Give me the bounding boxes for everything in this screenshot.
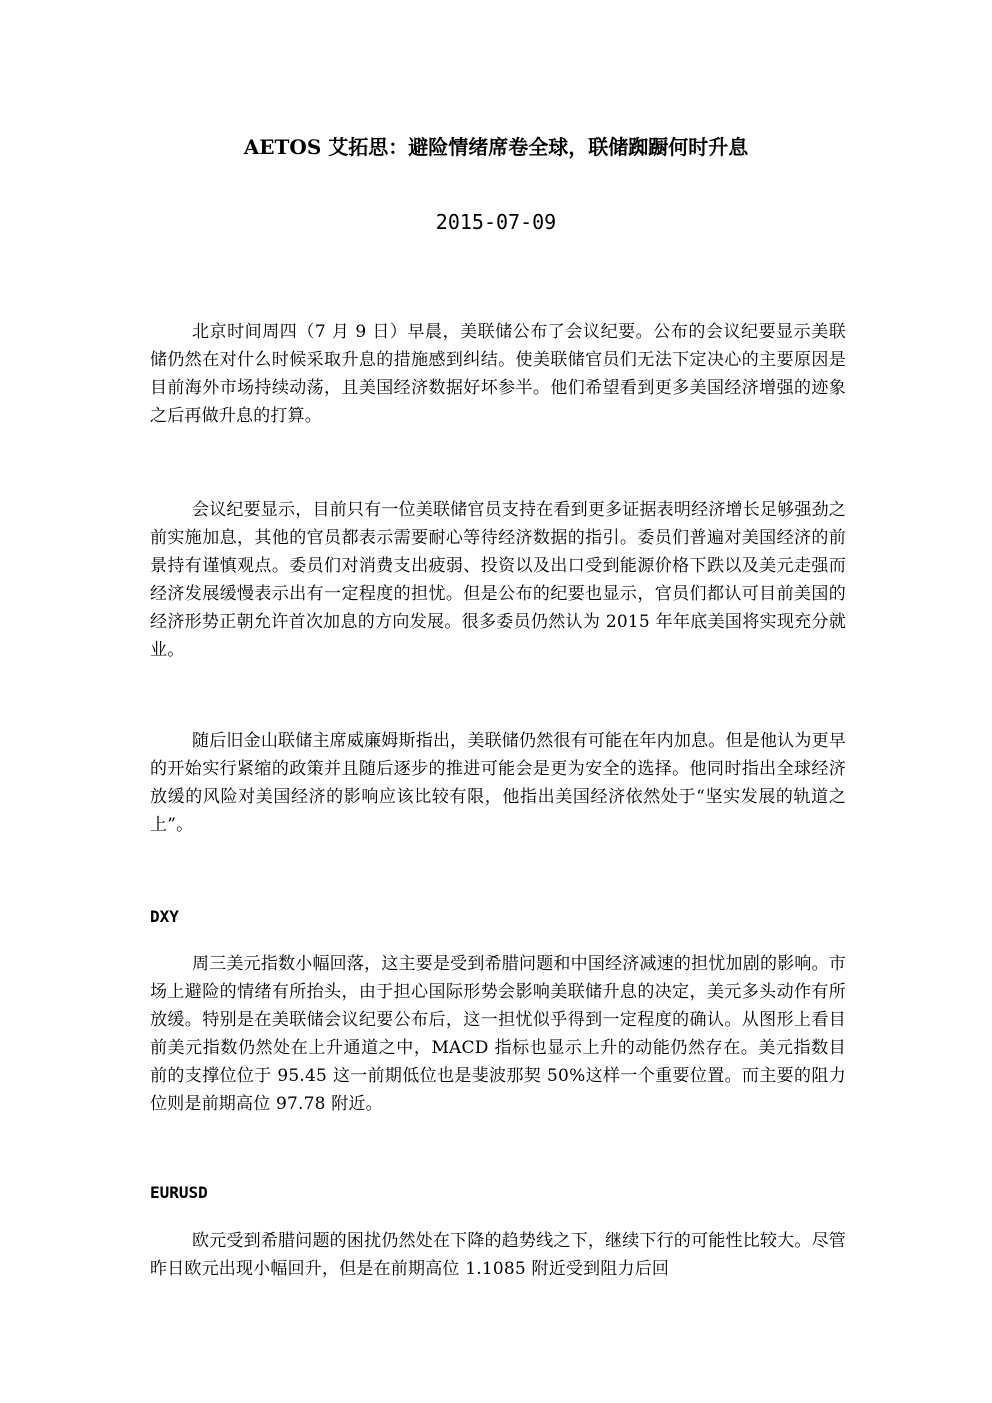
paragraph-williams-comments: 随后旧金山联储主席威廉姆斯指出，美联储仍然很有可能在年内加息。但是他认为更早的开始实行紧缩的政策并且随后逐步的推进可能会是更为安全的选择。他同时指出全球经济放缓的风险对美国经济的影响应该比较有限，他指出美国经济依然处于“坚实发展的轨道之上”。 xyxy=(150,731,846,835)
paragraph-eurusd-analysis: 欧元受到希腊问题的困扰仍然处在下降的趋势线之下，继续下行的可能性比较大。尽管昨日欧元出现小幅回升，但是在前期高位 1.1085 附近受到阻力后回 xyxy=(150,1231,846,1279)
section-heading-dxy: DXY xyxy=(150,907,179,926)
paragraph-dxy-analysis: 周三美元指数小幅回落，这主要是受到希腊问题和中国经济减速的担忧加剧的影响。市场上避险的情绪有所抬头，由于担心国际形势会影响美联储升息的决定，美元多头动作有所放缓。特别是在美联储会议纪要公布后，这一担忧似乎得到一定程度的确认。从图形上看目前美元指数仍然处在上升通道之中，MACD 指标也显示上升的动能仍然存在。美元指数目前的支撑位位于 95.45 这一前期低位也是斐波那契 50%这样一个重要位置。而主要的阻力位则是前期高位 97.78 附近。 xyxy=(150,954,846,1114)
paragraph-minutes-details: 会议纪要显示，目前只有一位美联储官员支持在看到更多证据表明经济增长足够强劲之前实施加息，其他的官员都表示需要耐心等待经济数据的指引。委员们普遍对美国经济的前景持有谨慎观点。委员们对消费支出疲弱、投资以及出口受到能源价格下跌以及美元走强而经济发展缓慢表示出有一定程度的担忧。但是公布的纪要也显示，官员们都认可目前美国的经济形势正朝允许首次加息的方向发展。很多委员仍然认为 2015 年年底美国将实现充分就业。 xyxy=(150,500,846,660)
document-title: AETOS 艾拓思：避险情绪席卷全球，联储踟蹰何时升息 xyxy=(243,135,749,159)
document-date: 2015-07-09 xyxy=(435,210,557,234)
paragraph-fomc-minutes: 北京时间周四（7 月 9 日）早晨，美联储公布了会议纪要。公布的会议纪要显示美联储仍然在对什么时候采取升息的措施感到纠结。使美联储官员们无法下定决心的主要原因是目前海外市场持续动荡，且美国经济数据好坏参半。他们希望看到更多美国经济增强的迹象之后再做升息的打算。 xyxy=(150,322,846,426)
section-heading-eurusd: EURUSD xyxy=(150,1183,208,1202)
